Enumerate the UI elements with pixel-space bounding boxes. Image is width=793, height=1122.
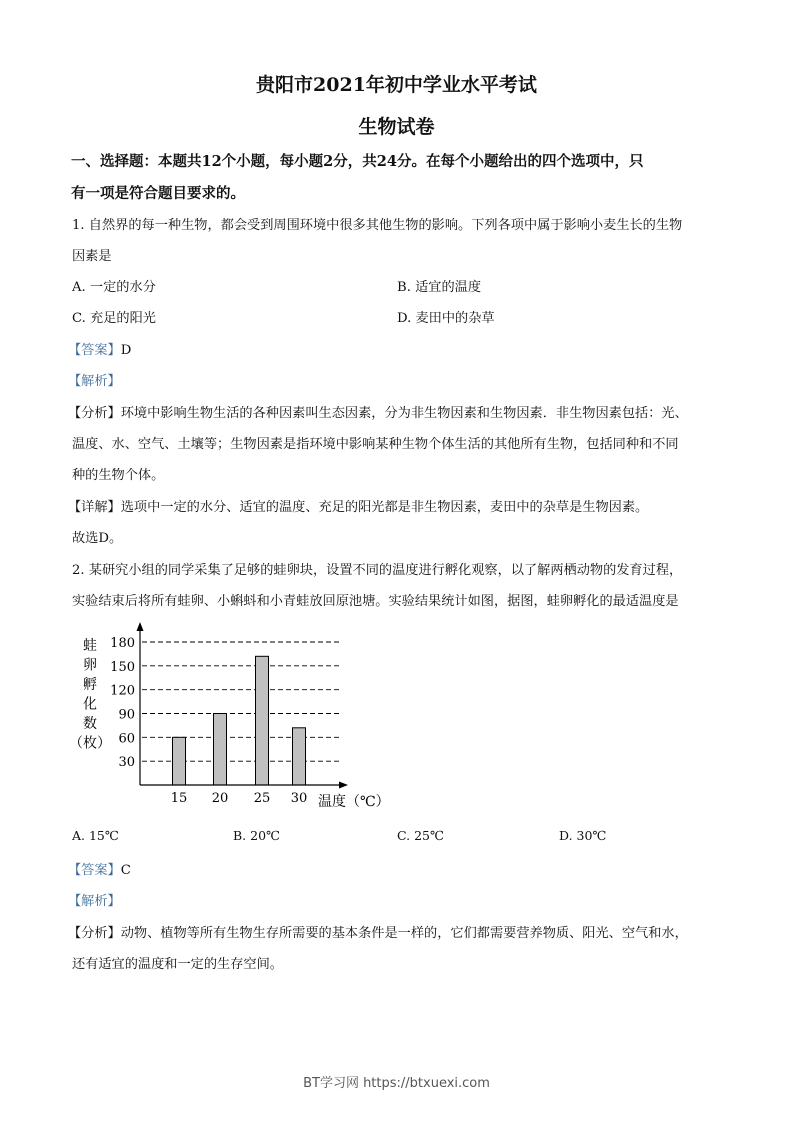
section-heading-line2: 有一项是符合题目要求的。: [71, 185, 245, 202]
y-label-char: 卵: [83, 657, 97, 674]
x-tick-labels: [171, 791, 308, 806]
q2-option-d: D. 30℃: [559, 828, 607, 843]
fenxi-text: 动物、植物等所有生物生存所需要的基本条件是一样的，它们都需要营养物质、阳光、空气和水，: [120, 926, 688, 941]
y-label-char: 孵: [83, 677, 97, 693]
bar: [256, 656, 269, 785]
xiangjie-text: 选项中一定的水分、适宜的温度、充足的阳光都是非生物因素，麦田中的杂草是生物因素。: [120, 500, 649, 515]
q1-answer: [68, 339, 131, 358]
x-tick-label: 25: [253, 791, 271, 806]
xiangjie-tag: 【详解】: [68, 500, 121, 515]
y-axis-label: [69, 637, 111, 752]
x-tick-label: 15: [170, 791, 188, 806]
q1-option-b: B. 适宜的温度: [397, 280, 482, 295]
q1-stem-line1: 1. 自然界的每一种生物，都会受到周围环境中很多其他生物的影响。下列各项中属于影响小麦生长的生物: [72, 218, 683, 233]
bar: [173, 737, 186, 785]
q1-analysis-tag: 【解析】: [68, 374, 121, 389]
y-label-char: （枚）: [69, 735, 111, 752]
q1-option-c: C. 充足的阳光: [72, 311, 156, 326]
y-tick-label: 90: [118, 707, 135, 723]
q2-option-c: C. 25℃: [397, 828, 444, 843]
bars: [173, 656, 306, 785]
q2-option-b: B. 20℃: [233, 828, 281, 843]
q2-analysis-tag: 【解析】: [68, 894, 121, 909]
y-label-char: 化: [83, 696, 97, 713]
answer-value: C: [120, 863, 131, 878]
q2-answer: [68, 859, 131, 878]
footer-watermark: BT学习网 https://btxuexi.com: [303, 1076, 490, 1091]
y-label-char: 蛙: [83, 638, 97, 654]
q1-xiangjie: [68, 496, 648, 515]
x-axis-label: 温度（℃）: [318, 794, 390, 810]
x-tick-label: 20: [211, 791, 229, 806]
bar: [214, 714, 227, 786]
q1-fenxi-line2: 温度、水、空气、土壤等；生物因素是指环境中影响某种生物个体生活的其他所有生物，包括同种和不同: [72, 437, 679, 452]
q1-stem-line2: 因素是: [72, 249, 112, 264]
page-subtitle: 生物试卷: [358, 116, 435, 138]
q2-fenxi-line2: 还有适宜的温度和一定的生存空间。: [72, 957, 283, 972]
q1-option-a: A. 一定的水分: [72, 280, 156, 295]
bar: [293, 728, 306, 785]
fenxi-text: 环境中影响生物生活的各种因素叫生态因素，分为非生物因素和生物因素．非生物因素包括：光、: [120, 406, 688, 421]
q1-fenxi-line3: 种的生物个体。: [72, 468, 165, 483]
q2-fenxi-line1: [68, 922, 688, 941]
q2-option-a: A. 15℃: [72, 828, 119, 843]
x-tick-label: 30: [290, 791, 308, 806]
x-axis-arrow-icon: [339, 782, 348, 789]
q1-fenxi-line1: [68, 402, 688, 421]
y-tick-label: 150: [110, 659, 135, 675]
answer-tag: 【答案】: [68, 343, 121, 358]
page-title: 贵阳市2021年初中学业水平考试: [256, 74, 537, 96]
section-heading-line1: 一、选择题：本题共12个小题，每小题2分，共24分。在每个小题给出的四个选项中，只: [71, 153, 644, 170]
fenxi-tag: 【分析】: [68, 926, 121, 941]
y-label-char: 数: [83, 716, 97, 732]
y-axis-arrow-icon: [137, 622, 144, 631]
fenxi-tag: 【分析】: [68, 406, 121, 421]
q1-option-d: D. 麦田中的杂草: [397, 311, 495, 326]
q1-conclusion: 故选D。: [72, 531, 123, 546]
hatch-count-bar-chart: [60, 620, 400, 815]
q2-stem-line1: 2. 某研究小组的同学采集了足够的蛙卵块，设置不同的温度进行孵化观察，以了解两栖动物的发育过程，: [72, 563, 683, 578]
answer-tag: 【答案】: [68, 863, 121, 878]
answer-value: D: [120, 343, 132, 358]
y-tick-label: 180: [110, 636, 135, 651]
y-tick-label: 60: [118, 731, 135, 747]
y-tick-labels: [110, 636, 135, 770]
y-tick-label: 120: [110, 683, 135, 699]
y-tick-label: 30: [118, 755, 135, 771]
q2-stem-line2: 实验结束后将所有蛙卵、小蝌蚪和小青蛙放回原池塘。实验结果统计如图，据图，蛙卵孵化的最适温度是: [72, 594, 679, 609]
